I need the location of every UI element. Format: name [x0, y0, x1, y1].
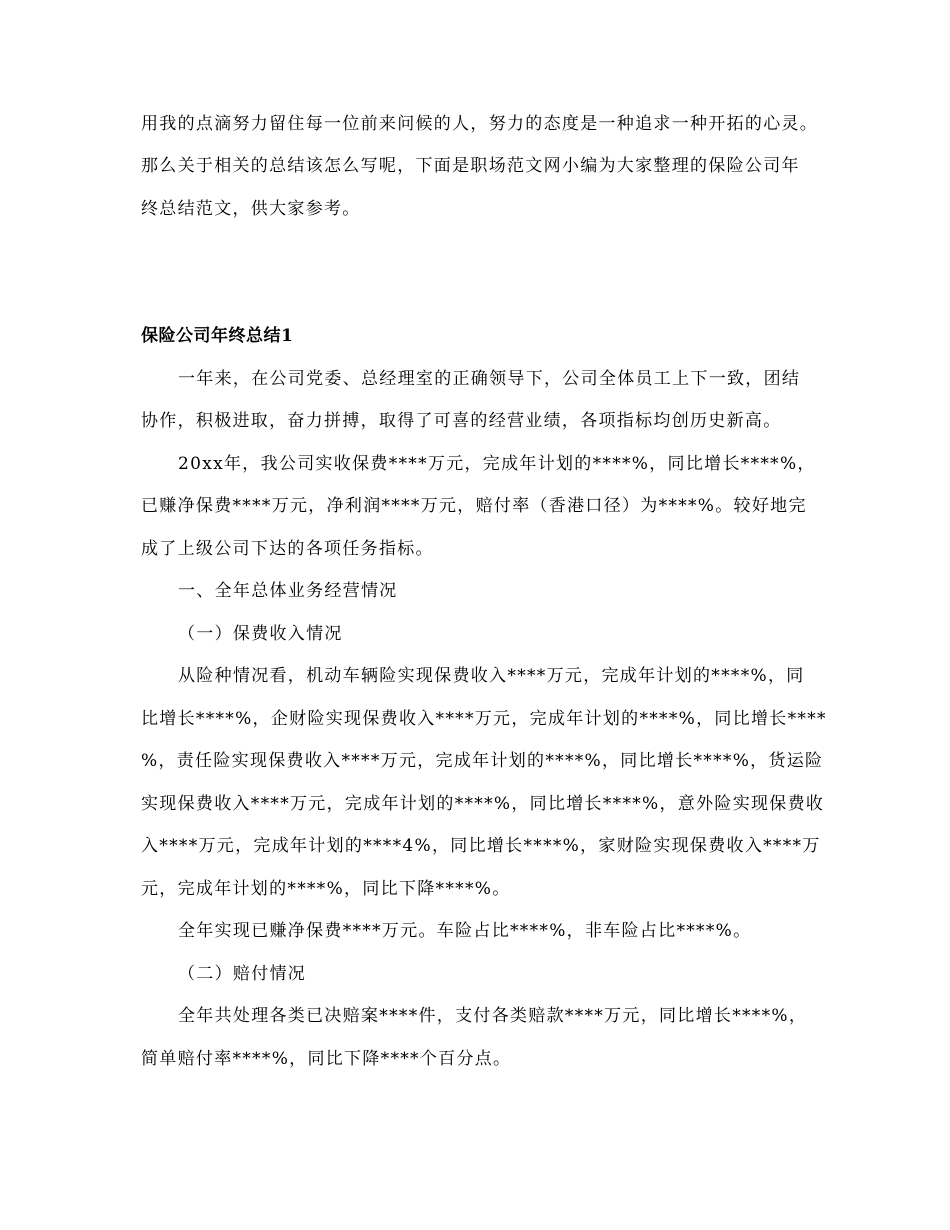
paragraph-line: 20xx年，我公司实收保费****万元，完成年计划的****%，同比增长****%，: [178, 454, 816, 474]
paragraph-line: 比增长****%，企财险实现保费收入****万元，完成年计划的****%，同比增长****: [141, 709, 827, 729]
paragraph-line: 全年实现已赚净保费****万元。车险占比****%，非车险占比****%。: [178, 921, 752, 941]
paragraph-line: 入****万元，完成年计划的****4%，同比增长****%，家财险实现保费收入****万: [141, 836, 821, 856]
subheading-premium-income: （一）保费收入情况: [178, 624, 343, 644]
paragraph-line: 一年来，在公司党委、总经理室的正确领导下，公司全体员工上下一致，团结: [178, 369, 801, 389]
intro-line-2: 那么关于相关的总结该怎么写呢，下面是职场范文网小编为大家整理的保险公司年: [141, 156, 800, 176]
paragraph-line: %，责任险实现保费收入****万元，完成年计划的****%，同比增长****%，货运险: [141, 751, 824, 771]
paragraph-line: 成了上级公司下达的各项任务指标。: [141, 539, 434, 559]
paragraph-line: 实现保费收入****万元，完成年计划的****%，同比增长****%，意外险实现保费收: [141, 794, 825, 814]
paragraph-line: 元，完成年计划的****%，同比下降****%。: [141, 879, 511, 899]
paragraph-line: 简单赔付率****%，同比下降****个百分点。: [141, 1049, 512, 1069]
paragraph-line: 从险种情况看，机动车辆险实现保费收入****万元，完成年计划的****%，同: [178, 666, 805, 686]
paragraph-line: 已赚净保费****万元，净利润****万元，赔付率（香港口径）为****%。较好地完: [141, 496, 807, 516]
subheading-claims: （二）赔付情况: [178, 964, 307, 984]
intro-line-3: 终总结范文，供大家参考。: [141, 199, 361, 219]
section-title: 保险公司年终总结1: [141, 326, 294, 346]
paragraph-line: 全年共处理各类已决赔案****件，支付各类赔款****万元，同比增长****%，: [178, 1006, 808, 1026]
paragraph-line: 协作，积极进取，奋力拼搏，取得了可喜的经营业绩，各项指标均创历史新高。: [141, 411, 782, 431]
intro-line-1: 用我的点滴努力留住每一位前来问候的人，努力的态度是一种追求一种开拓的心灵。: [141, 114, 819, 134]
subheading-overall-business: 一、全年总体业务经营情况: [178, 581, 398, 601]
